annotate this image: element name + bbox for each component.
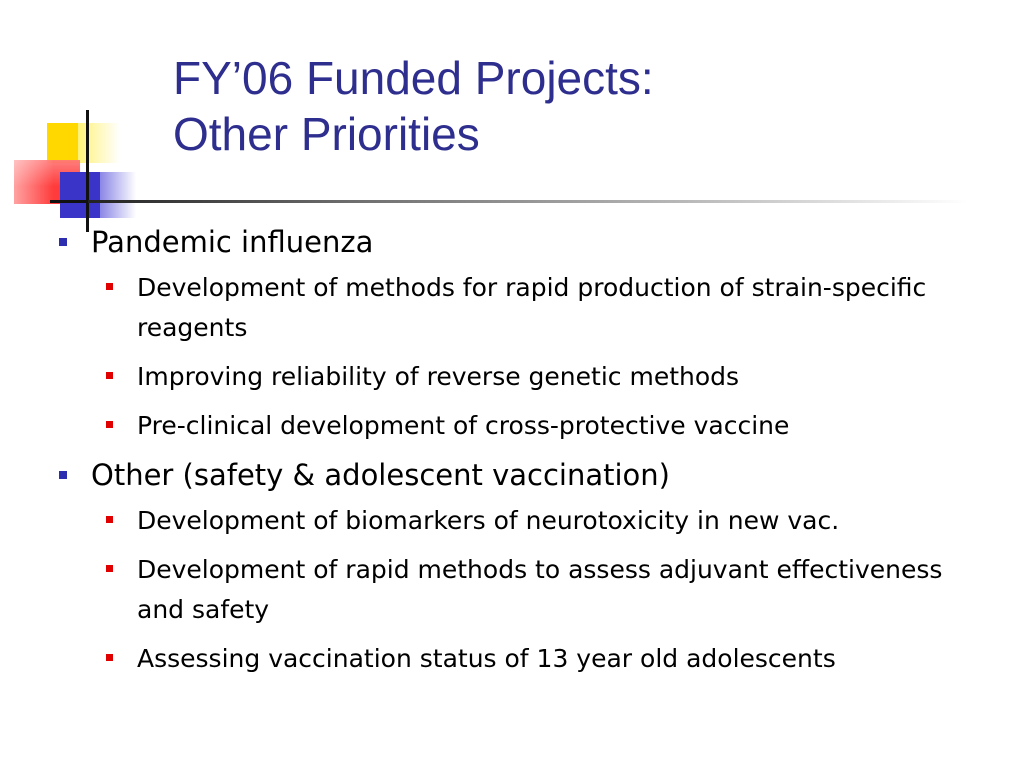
red-square-bullet-icon: [106, 654, 113, 661]
slide-title-line-2: Other Priorities: [173, 108, 480, 160]
red-square-bullet-icon: [106, 372, 113, 379]
section-other-safety: [55, 455, 985, 495]
list-item-text: Development of rapid methods to assess adjuvant effectiveness and safety: [137, 555, 943, 624]
blue-square-gradient: [100, 172, 136, 218]
list-item-text: Development of biomarkers of neurotoxicity in new vac.: [137, 506, 840, 535]
title-divider: [88, 200, 968, 203]
list-item: [55, 406, 985, 446]
list-item: [55, 550, 985, 630]
list-item-text: Improving reliability of reverse genetic methods: [137, 362, 740, 391]
list-item-text: Pre-clinical development of cross-protective vaccine: [137, 411, 790, 440]
red-square-bullet-icon: [106, 283, 113, 290]
yellow-square-gradient: [78, 123, 120, 163]
list-item: [55, 357, 985, 397]
list-item: [55, 639, 985, 679]
list-item: [55, 501, 985, 541]
section-heading: Pandemic influenza: [91, 225, 374, 259]
list-item-text: Assessing vaccination status of 13 year old adolescents: [137, 644, 836, 673]
slide-content: [55, 222, 985, 688]
section-pandemic-influenza: [55, 222, 985, 262]
list-item-text: Development of methods for rapid production of strain-specific reagents: [137, 273, 927, 342]
list-item: [55, 268, 985, 348]
red-square-bullet-icon: [106, 516, 113, 523]
decorative-logo: [0, 0, 170, 240]
sub-list-pandemic-influenza: [55, 268, 985, 446]
red-square-bullet-icon: [106, 565, 113, 572]
blue-square: [60, 172, 100, 218]
blue-square-bullet-icon: [59, 471, 67, 479]
red-square-bullet-icon: [106, 421, 113, 428]
section-heading: Other (safety & adolescent vaccination): [91, 458, 670, 492]
slide-title-line-1: FY’06 Funded Projects:: [173, 52, 654, 104]
sub-list-other-safety: [55, 501, 985, 679]
logo-vertical-line: [86, 110, 89, 232]
bullet-list: [55, 222, 985, 679]
blue-square-bullet-icon: [59, 238, 67, 246]
slide-title: [173, 50, 654, 162]
yellow-square: [47, 123, 78, 163]
